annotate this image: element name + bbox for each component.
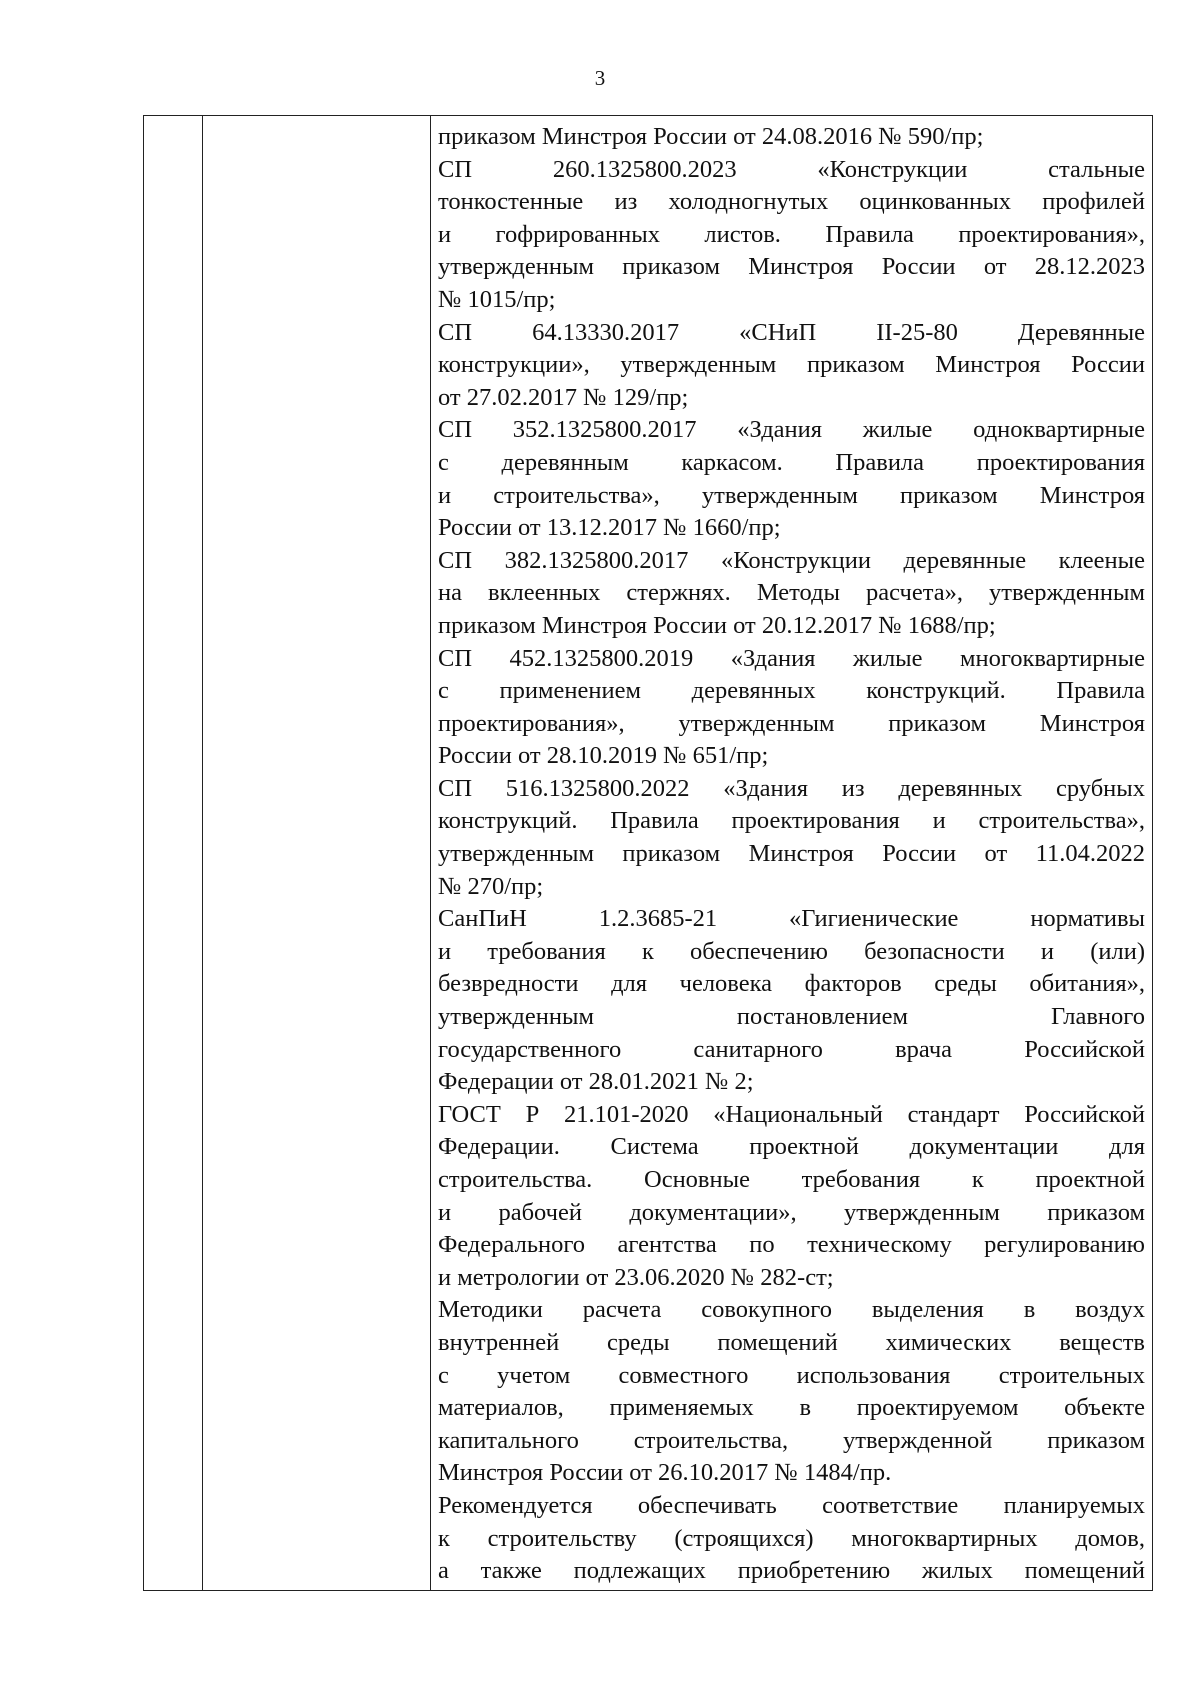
text-line: России от 28.10.2019 № 651/пр;: [438, 742, 769, 770]
document-table: [143, 115, 1153, 1591]
text-line: капитального строительства, утвержденной приказом: [438, 1426, 1145, 1454]
text-line: конструкции», утвержденным приказом Минстроя России: [438, 351, 1145, 379]
text-line: от 27.02.2017 № 129/пр;: [438, 383, 689, 411]
text-line: СП 516.1325800.2022 «Здания из деревянных срубных: [438, 774, 1145, 802]
column-divider: [430, 116, 431, 1590]
column-divider: [202, 116, 203, 1590]
text-line: и требования к обеспечению безопасности и (или): [438, 937, 1145, 965]
text-line: Федерации от 28.01.2021 № 2;: [438, 1068, 754, 1096]
text-line: СП 452.1325800.2019 «Здания жилые многоквартирные: [438, 644, 1145, 672]
text-line: с учетом совместного использования строительных: [438, 1361, 1145, 1389]
text-line: Федерального агентства по техническому регулированию: [438, 1231, 1145, 1259]
text-line: к строительству (строящихся) многоквартирных домов,: [438, 1524, 1145, 1552]
text-line: с деревянным каркасом. Правила проектирования: [438, 448, 1145, 476]
text-line: России от 13.12.2017 № 1660/пр;: [438, 514, 781, 542]
text-line: и гофрированных листов. Правила проектирования»,: [438, 220, 1145, 248]
text-line: № 1015/пр;: [438, 285, 556, 313]
text-line: Методики расчета совокупного выделения в воздух: [438, 1296, 1145, 1324]
text-line: и строительства», утвержденным приказом Минстроя: [438, 481, 1145, 509]
text-line: СП 260.1325800.2023 «Конструкции стальные: [438, 155, 1145, 183]
text-line: внутренней среды помещений химических веществ: [438, 1328, 1145, 1356]
text-line: Федерации. Система проектной документации для: [438, 1133, 1145, 1161]
text-line: СП 64.13330.2017 «СНиП II-25-80 Деревянные: [438, 318, 1145, 346]
text-line: безвредности для человека факторов среды обитания»,: [438, 970, 1145, 998]
text-line: на вклеенных стержнях. Методы расчета», утвержденным: [438, 579, 1145, 607]
text-line: а также подлежащих приобретению жилых помещений: [438, 1557, 1145, 1585]
text-line: и рабочей документации», утвержденным приказом: [438, 1198, 1145, 1226]
text-line: № 270/пр;: [438, 872, 544, 900]
text-line: проектирования», утвержденным приказом Минстроя: [438, 709, 1145, 737]
page-number: 3: [594, 66, 606, 90]
text-line: приказом Минстроя России от 24.08.2016 № 590/пр;: [438, 123, 984, 150]
text-line: утвержденным постановлением Главного: [438, 1003, 1145, 1031]
text-line: ГОСТ Р 21.101-2020 «Национальный стандарт Российской: [438, 1100, 1145, 1128]
text-line: конструкций. Правила проектирования и строительства»,: [438, 807, 1145, 835]
table-cell-text: [438, 121, 1145, 1588]
text-line: СанПиН 1.2.3685-21 «Гигиенические нормативы: [438, 905, 1145, 933]
text-line: и метрологии от 23.06.2020 № 282-ст;: [438, 1263, 834, 1291]
text-line: Минстроя России от 26.10.2017 № 1484/пр.: [438, 1459, 892, 1487]
text-line: государственного санитарного врача Российской: [438, 1035, 1145, 1063]
text-line: строительства. Основные требования к проектной: [438, 1166, 1145, 1193]
text-line: СП 382.1325800.2017 «Конструкции деревянные клееные: [438, 546, 1145, 574]
text-line: тонкостенные из холодногнутых оцинкованных профилей: [438, 188, 1145, 216]
text-line: материалов, применяемых в проектируемом объекте: [438, 1394, 1145, 1422]
text-line: утвержденным приказом Минстроя России от 11.04.2022: [438, 840, 1145, 868]
text-line: Рекомендуется обеспечивать соответствие планируемых: [438, 1491, 1145, 1519]
text-line: утвержденным приказом Минстроя России от 28.12.2023: [438, 253, 1145, 281]
text-line: приказом Минстроя России от 20.12.2017 № 1688/пр;: [438, 611, 996, 639]
text-line: с применением деревянных конструкций. Правила: [438, 677, 1145, 705]
text-line: СП 352.1325800.2017 «Здания жилые одноквартирные: [438, 416, 1145, 444]
